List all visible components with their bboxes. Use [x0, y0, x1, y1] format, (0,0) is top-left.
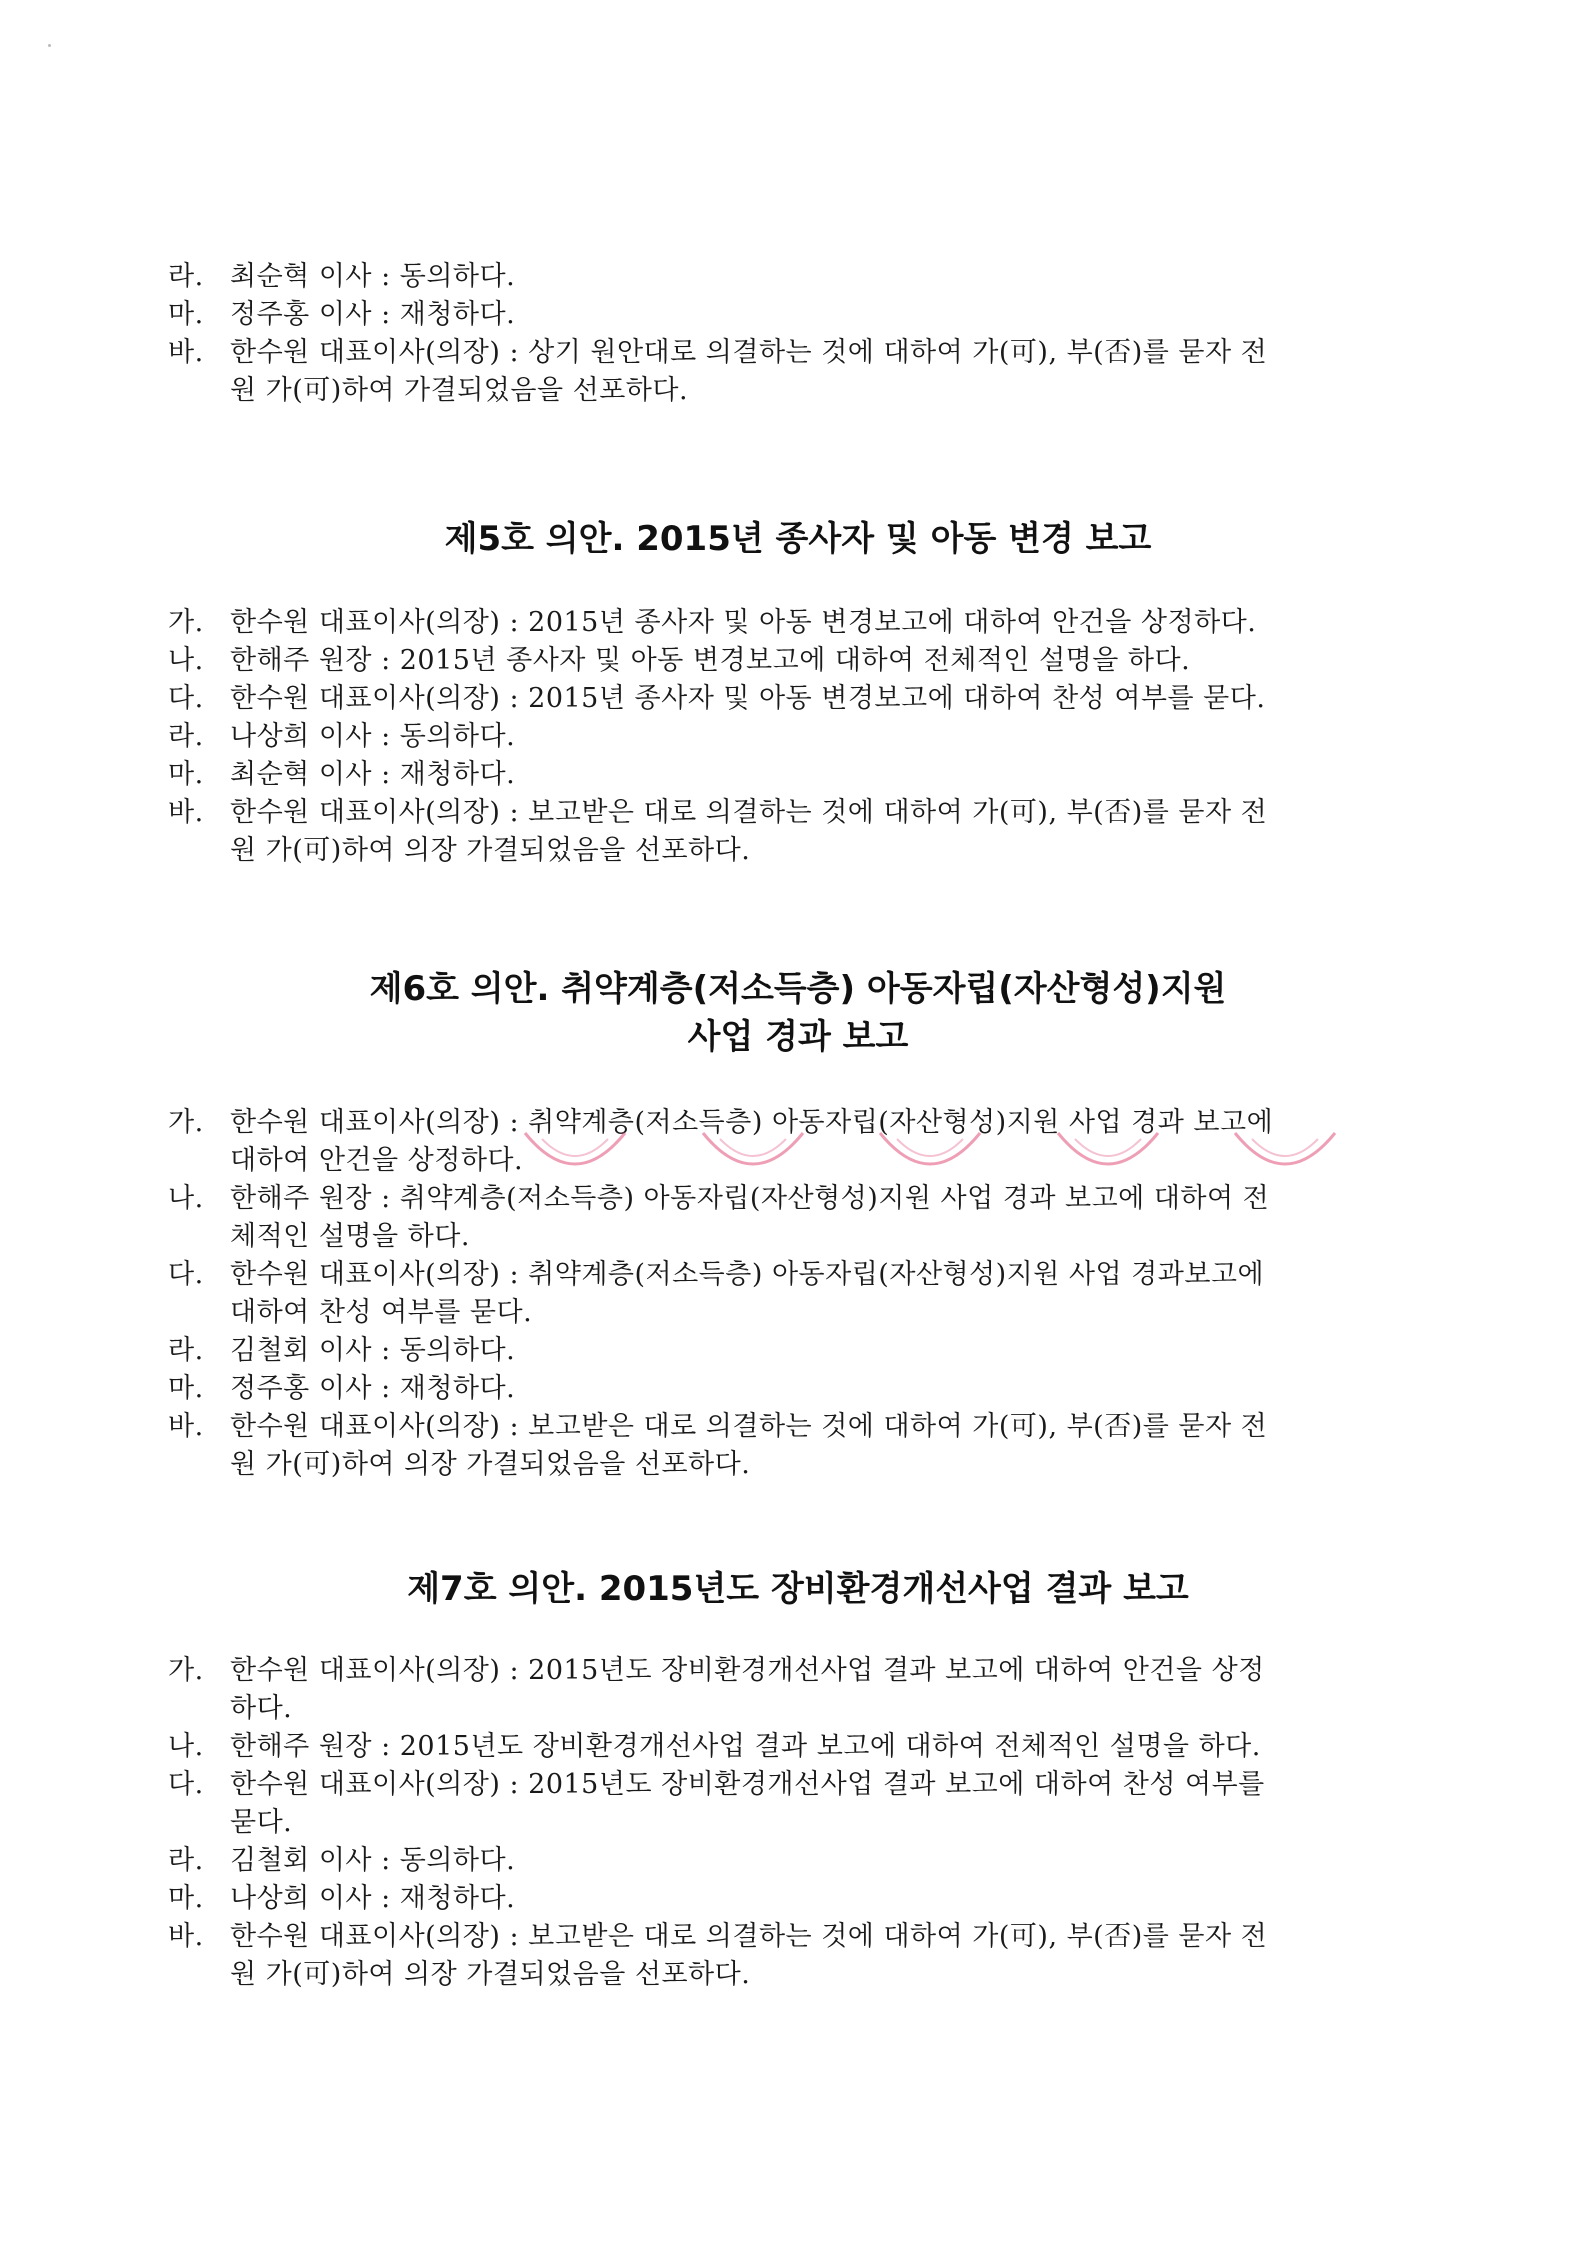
- list-item: [168, 642, 1428, 680]
- list-item: [168, 1766, 1428, 1842]
- item-marker: 바.: [168, 797, 204, 828]
- item-text: 한수원 대표이사(의장) : 2015년도 장비환경개선사업 결과 보고에 대하여 안건을 상정: [230, 1655, 1265, 1686]
- scan-speck: [48, 44, 51, 47]
- seal-stamp: [698, 1125, 808, 1185]
- list-item: [168, 1918, 1428, 1994]
- item-text: 나상희 이사 : 재청하다.: [230, 1883, 516, 1914]
- item-text: 원 가(可)하여 가결되었음을 선포하다.: [230, 375, 689, 406]
- item-text: 한해주 원장 : 취약계층(저소득층) 아동자립(자산형성)지원 사업 경과 보고에 대하여 전: [230, 1183, 1270, 1214]
- seal-stamp: [1230, 1125, 1340, 1185]
- item-marker: 다.: [168, 1259, 204, 1290]
- agenda-5-title: 제5호 의안. 2015년 종사자 및 아동 변경 보고: [444, 519, 1152, 559]
- agenda-4-items: [168, 258, 1428, 410]
- list-item: [168, 1842, 1428, 1880]
- item-text: 원 가(可)하여 의장 가결되었음을 선포하다.: [230, 1449, 751, 1480]
- item-text: 최순혁 이사 : 동의하다.: [230, 261, 516, 292]
- list-item: [168, 794, 1428, 870]
- item-text: 한해주 원장 : 2015년도 장비환경개선사업 결과 보고에 대하여 전체적인 설명을 하다.: [230, 1731, 1261, 1762]
- item-marker: 마.: [168, 1373, 204, 1404]
- item-marker: 다.: [168, 683, 204, 714]
- item-text: 한수원 대표이사(의장) : 2015년 종사자 및 아동 변경보고에 대하여 안건을 상정하다.: [230, 607, 1257, 638]
- item-text: 김철회 이사 : 동의하다.: [230, 1845, 516, 1876]
- agenda-6-title-line1: 제6호 의안. 취약계층(저소득층) 아동자립(자산형성)지원: [369, 969, 1227, 1009]
- list-item: [168, 1728, 1428, 1766]
- item-marker: 가.: [168, 607, 204, 638]
- item-text: 정주홍 이사 : 재청하다.: [230, 1373, 516, 1404]
- item-text: 정주홍 이사 : 재청하다.: [230, 299, 516, 330]
- list-item: [168, 1408, 1428, 1484]
- item-marker: 라.: [168, 261, 204, 292]
- item-text: 하다.: [230, 1693, 293, 1724]
- item-marker: 나.: [168, 645, 204, 676]
- item-marker: 바.: [168, 1921, 204, 1952]
- item-marker: 바.: [168, 1411, 204, 1442]
- item-text: 한수원 대표이사(의장) : 보고받은 대로 의결하는 것에 대하여 가(可), 부(否)를 묻자 전: [230, 797, 1268, 828]
- agenda-7-title: 제7호 의안. 2015년도 장비환경개선사업 결과 보고: [407, 1569, 1189, 1609]
- item-marker: 가.: [168, 1655, 204, 1686]
- item-text: 체적인 설명을 하다.: [230, 1221, 470, 1252]
- item-text: 원 가(可)하여 의장 가결되었음을 선포하다.: [230, 835, 751, 866]
- list-item: [168, 1652, 1428, 1728]
- item-text: 김철회 이사 : 동의하다.: [230, 1335, 516, 1366]
- list-item: [168, 1332, 1428, 1370]
- item-marker: 나.: [168, 1731, 204, 1762]
- item-text: 한수원 대표이사(의장) : 상기 원안대로 의결하는 것에 대하여 가(可), 부(否)를 묻자 전: [230, 337, 1268, 368]
- item-text: 한수원 대표이사(의장) : 취약계층(저소득층) 아동자립(자산형성)지원 사업 경과보고에: [230, 1259, 1265, 1290]
- seal-impressions: [520, 1125, 1340, 1185]
- list-item: [168, 604, 1428, 642]
- item-text: 한수원 대표이사(의장) : 2015년도 장비환경개선사업 결과 보고에 대하여 찬성 여부를: [230, 1769, 1265, 1800]
- list-item: [168, 258, 1428, 296]
- list-item: [168, 1880, 1428, 1918]
- list-item: [168, 680, 1428, 718]
- item-marker: 마.: [168, 1883, 204, 1914]
- item-text: 원 가(可)하여 의장 가결되었음을 선포하다.: [230, 1959, 751, 1990]
- agenda-5-items: [168, 604, 1428, 870]
- agenda-7-items: [168, 1652, 1428, 1994]
- item-marker: 가.: [168, 1107, 204, 1138]
- item-text: 묻다.: [230, 1807, 293, 1838]
- seal-stamp: [875, 1125, 985, 1185]
- item-marker: 바.: [168, 337, 204, 368]
- agenda-6-title-line2: 사업 경과 보고: [687, 1017, 909, 1057]
- item-marker: 라.: [168, 1845, 204, 1876]
- seal-stamp: [520, 1125, 630, 1185]
- item-text: 한수원 대표이사(의장) : 보고받은 대로 의결하는 것에 대하여 가(可), 부(否)를 묻자 전: [230, 1411, 1268, 1442]
- list-item: [168, 296, 1428, 334]
- item-text: 대하여 안건을 상정하다.: [230, 1145, 524, 1176]
- list-item: [168, 718, 1428, 756]
- seal-stamp: [1053, 1125, 1163, 1185]
- item-text: 최순혁 이사 : 재청하다.: [230, 759, 516, 790]
- item-text: 한해주 원장 : 2015년 종사자 및 아동 변경보고에 대하여 전체적인 설명을 하다.: [230, 645, 1191, 676]
- item-marker: 다.: [168, 1769, 204, 1800]
- item-marker: 마.: [168, 759, 204, 790]
- item-marker: 마.: [168, 299, 204, 330]
- list-item: [168, 334, 1428, 410]
- item-marker: 라.: [168, 1335, 204, 1366]
- agenda-6-title: [168, 966, 1428, 1060]
- item-text: 한수원 대표이사(의장) : 취약계층(저소득층) 아동자립(자산형성)지원 사업 경과 보고에: [230, 1107, 1274, 1138]
- list-item: [168, 1256, 1428, 1332]
- item-marker: 라.: [168, 721, 204, 752]
- item-text: 대하여 찬성 여부를 묻다.: [230, 1297, 533, 1328]
- list-item: [168, 1180, 1428, 1256]
- list-item: [168, 1370, 1428, 1408]
- item-marker: 나.: [168, 1183, 204, 1214]
- item-text: 한수원 대표이사(의장) : 2015년 종사자 및 아동 변경보고에 대하여 찬성 여부를 묻다.: [230, 683, 1266, 714]
- list-item: [168, 756, 1428, 794]
- item-text: 한수원 대표이사(의장) : 보고받은 대로 의결하는 것에 대하여 가(可), 부(否)를 묻자 전: [230, 1921, 1268, 1952]
- item-text: 나상희 이사 : 동의하다.: [230, 721, 516, 752]
